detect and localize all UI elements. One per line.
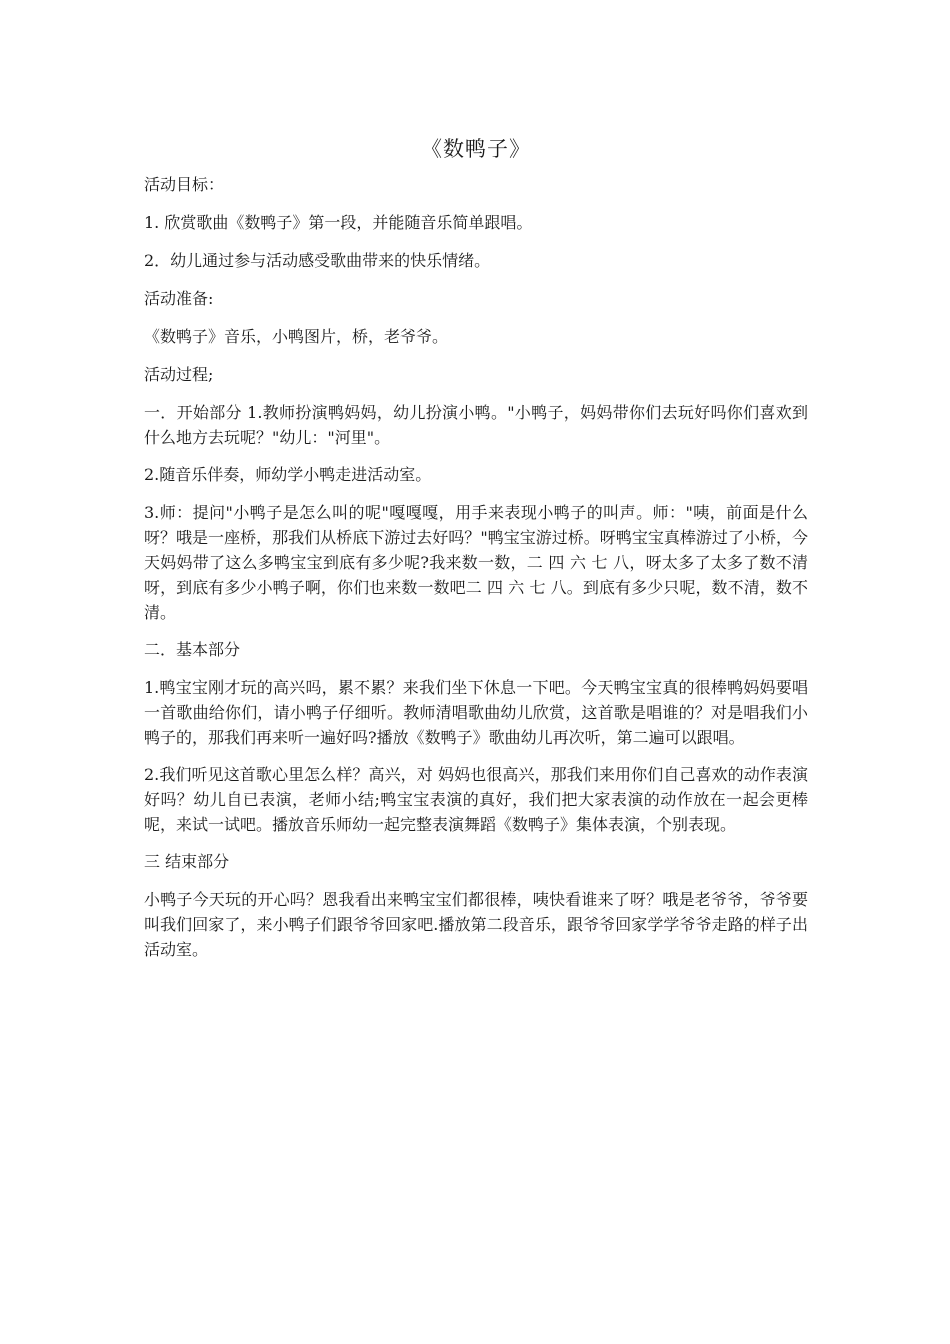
section-heading-process: 活动过程; (144, 365, 214, 384)
document-title: 《数鸭子》 (421, 137, 531, 161)
process-part-1-step-2: 2.随音乐伴奏，师幼学小鸭走进活动室。 (144, 465, 432, 484)
basic-part-step-1: 1.鸭宝宝刚才玩的高兴吗，累不累？来我们坐下休息一下吧。今天鸭宝宝真的很棒鸭妈妈要唱一首歌曲给你们，请小鸭子仔细听。教师清唱歌曲幼儿欣赏，这首歌是唱谁的？对是唱我们小鸭子的，那我们再来听一遍好吗?播放《数鸭子》歌曲幼儿再次听，第二遍可以跟唱。 (144, 678, 808, 747)
section-heading-preparation: 活动准备: (144, 289, 214, 308)
goal-item-1: 1. 欣赏歌曲《数鸭子》第一段，并能随音乐简单跟唱。 (144, 213, 533, 232)
section-heading-goals: 活动目标： (144, 175, 225, 194)
process-part-1-step-1: 一．开始部分 1.教师扮演鸭妈妈，幼儿扮演小鸭。"小鸭子，妈妈带你们去玩好吗你们喜欢到什么地方去玩呢？"幼儿："河里"。 (144, 403, 808, 447)
section-heading-basic: 二．基本部分 (144, 640, 241, 659)
ending-text: 小鸭子今天玩的开心吗？恩我看出来鸭宝宝们都很棒，咦快看谁来了呀？哦是老爷爷，爷爷要叫我们回家了，来小鸭子们跟爷爷回家吧.播放第二段音乐，跟爷爷回家学学爷爷走路的样子出活动室。 (144, 890, 808, 959)
goal-item-2: 2．幼儿通过参与活动感受歌曲带来的快乐情绪。 (144, 251, 491, 270)
basic-part-step-2: 2.我们听见这首歌心里怎么样？高兴，对 妈妈也很高兴，那我们来用你们自己喜欢的动作表演好吗？幼儿自已表演，老师小结;鸭宝宝表演的真好，我们把大家表演的动作放在一起会更棒呢，来试一试吧。播放音乐师幼一起完整表演舞蹈《数鸭子》集体表演，个别表现。 (144, 765, 808, 834)
document-page (144, 132, 808, 974)
process-part-1-step-3: 3.师：提问"小鸭子是怎么叫的呢"嘎嘎嘎，用手来表现小鸭子的叫声。师："咦，前面是什么呀？哦是一座桥，那我们从桥底下游过去好吗？"鸭宝宝游过桥。呀鸭宝宝真棒游过了小桥，今天妈妈带了这么多鸭宝宝到底有多少呢?我来数一数，二 四 六 七 八，呀太多了太多了数不清呀，到底有多少小鸭子啊，你们也来数一数吧二 四 六 七 八。到底有多少只呢，数不清，数不清。 (144, 503, 808, 622)
preparation-text: 《数鸭子》音乐，小鸭图片，桥，老爷爷。 (144, 327, 449, 346)
section-heading-ending: 三 结束部分 (144, 852, 230, 871)
